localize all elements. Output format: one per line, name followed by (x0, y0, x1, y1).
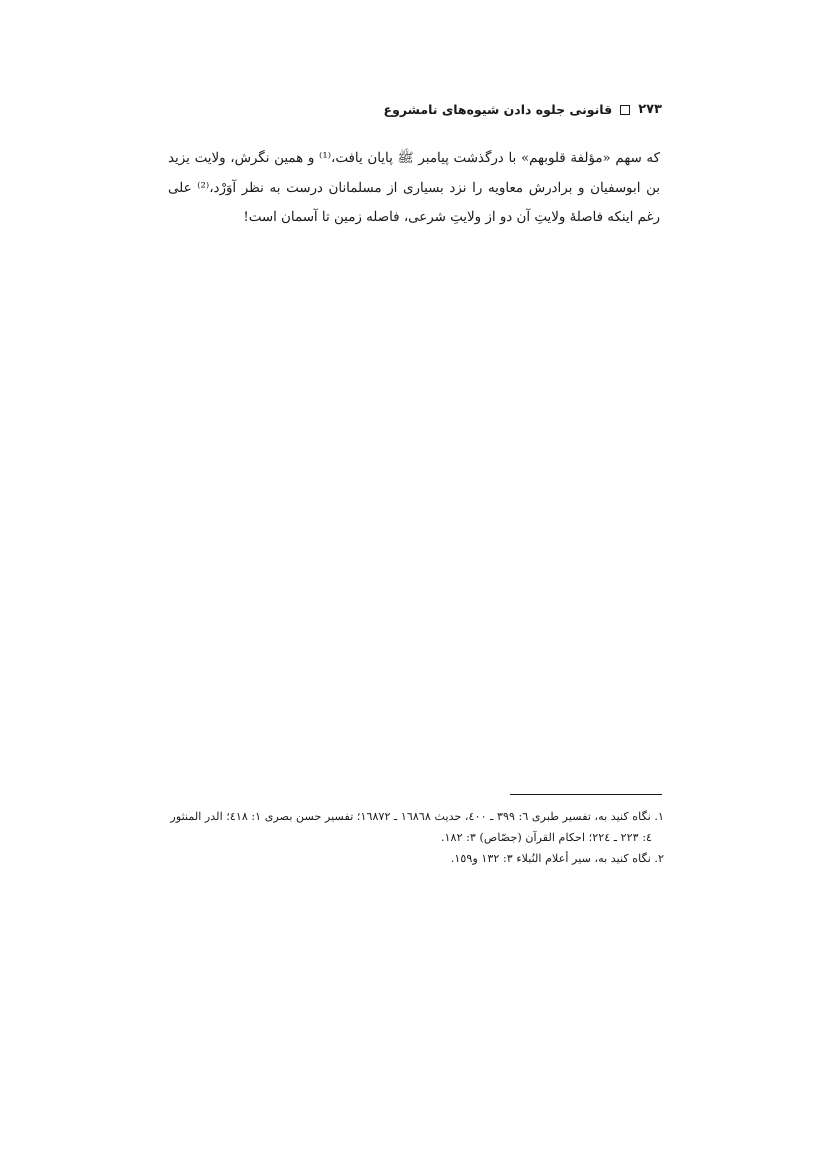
running-title: قانونی جلوه دادن شیوه‌های نامشروع (383, 101, 613, 117)
page-header (170, 97, 662, 121)
footnote-2: ۲. نگاه کنید به، سیر أعلام النُبلاء ٣: ١٣٢ و١٥٩. (450, 852, 664, 865)
body-paragraph: که سهم «مؤلفة قلوبهم» با درگذشت پیامبر ﷺ پایان یافت،⁽¹⁾ و همین نگرش، ولایت یزید بن ابوسفیان و برادرش معاویه را نزد بسیاری از مسلمانان درست به نظر آوَرْد،⁽²⁾ علی رغم اینکه فاصلهٔ ولایتِ آن دو از ولایتِ شرعی، فاصله زمین تا آسمان است! (168, 151, 660, 225)
page-number: ۲۷۳ (638, 101, 662, 117)
square-bullet-icon (620, 105, 630, 115)
body-text (168, 144, 660, 233)
footnotes (168, 806, 664, 869)
footnote-divider (510, 794, 662, 795)
footnote-1: ۱. نگاه کنید به، تفسیر طبری ٦: ٣٩٩ ـ ٤٠٠، حدیث ١٦٨٦٨ ـ ١٦٨٧٢؛ تفسیر حسن بصری ١: ٤١٨؛ الدر المنثور ٤: ٢٢٣ ـ ٢٢٤؛ احکام القرآن (جصّاص) ٣: ١٨٢. (170, 810, 664, 844)
